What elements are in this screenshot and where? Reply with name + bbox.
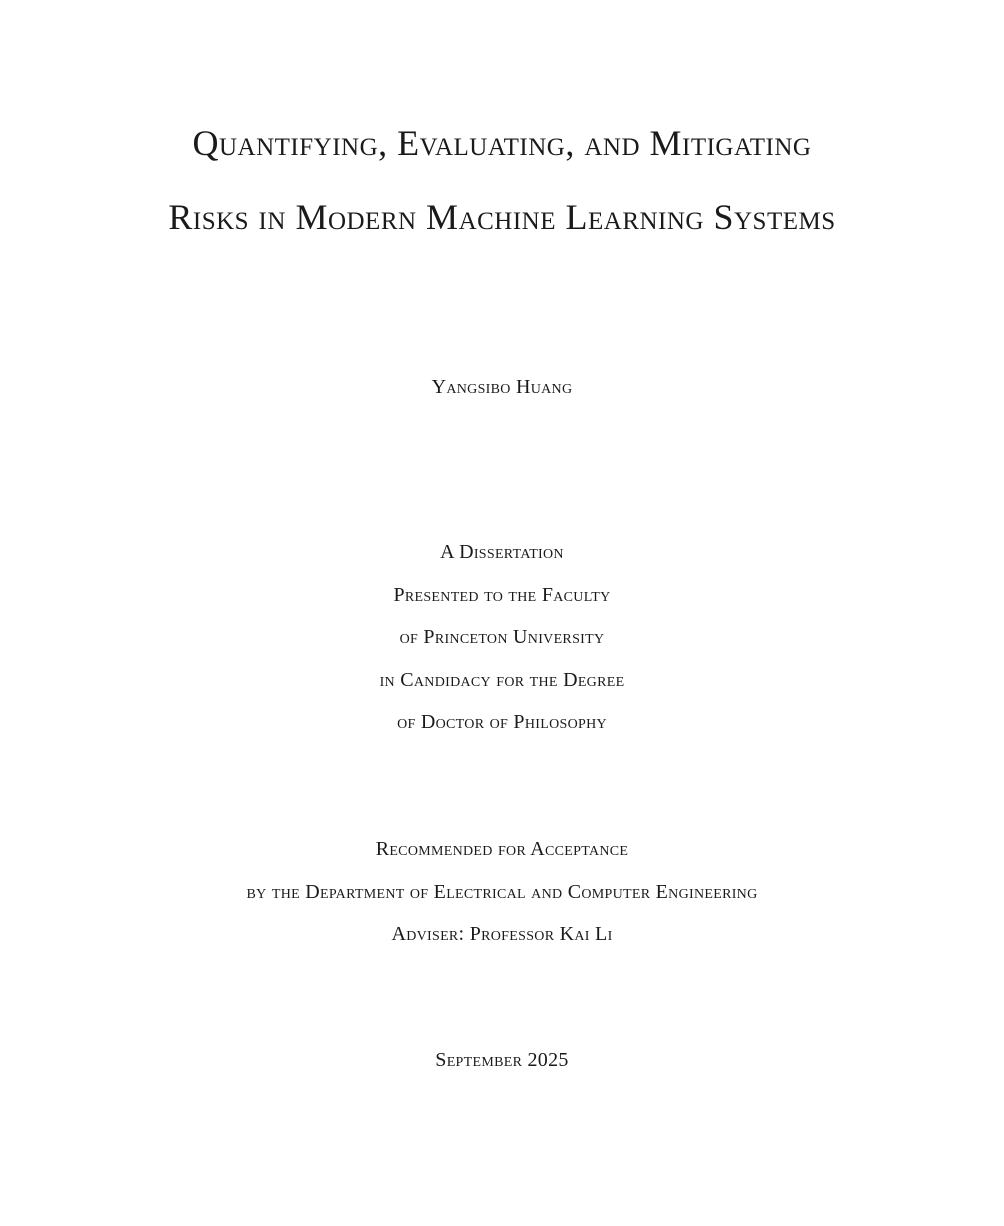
- title-line-2: Risks in Modern Machine Learning Systems: [168, 197, 836, 237]
- dissertation-line-5: of Doctor of Philosophy: [397, 711, 607, 733]
- dissertation-line-4: in Candidacy for the Degree: [379, 669, 625, 691]
- author-name: Yangsibo Huang: [431, 376, 573, 398]
- dissertation-line-1: A Dissertation: [440, 541, 564, 563]
- title-line-1: Quantifying, Evaluating, and Mitigating: [192, 123, 812, 163]
- submission-date: September 2025: [435, 1049, 569, 1071]
- dissertation-line-3: of Princeton University: [399, 626, 605, 648]
- adviser-line: Adviser: Professor Kai Li: [391, 923, 613, 945]
- recommendation-line-1: Recommended for Acceptance: [375, 838, 629, 860]
- recommendation-line-2: by the Department of Electrical and Computer Engineering: [246, 881, 758, 903]
- dissertation-line-2: Presented to the Faculty: [393, 584, 611, 606]
